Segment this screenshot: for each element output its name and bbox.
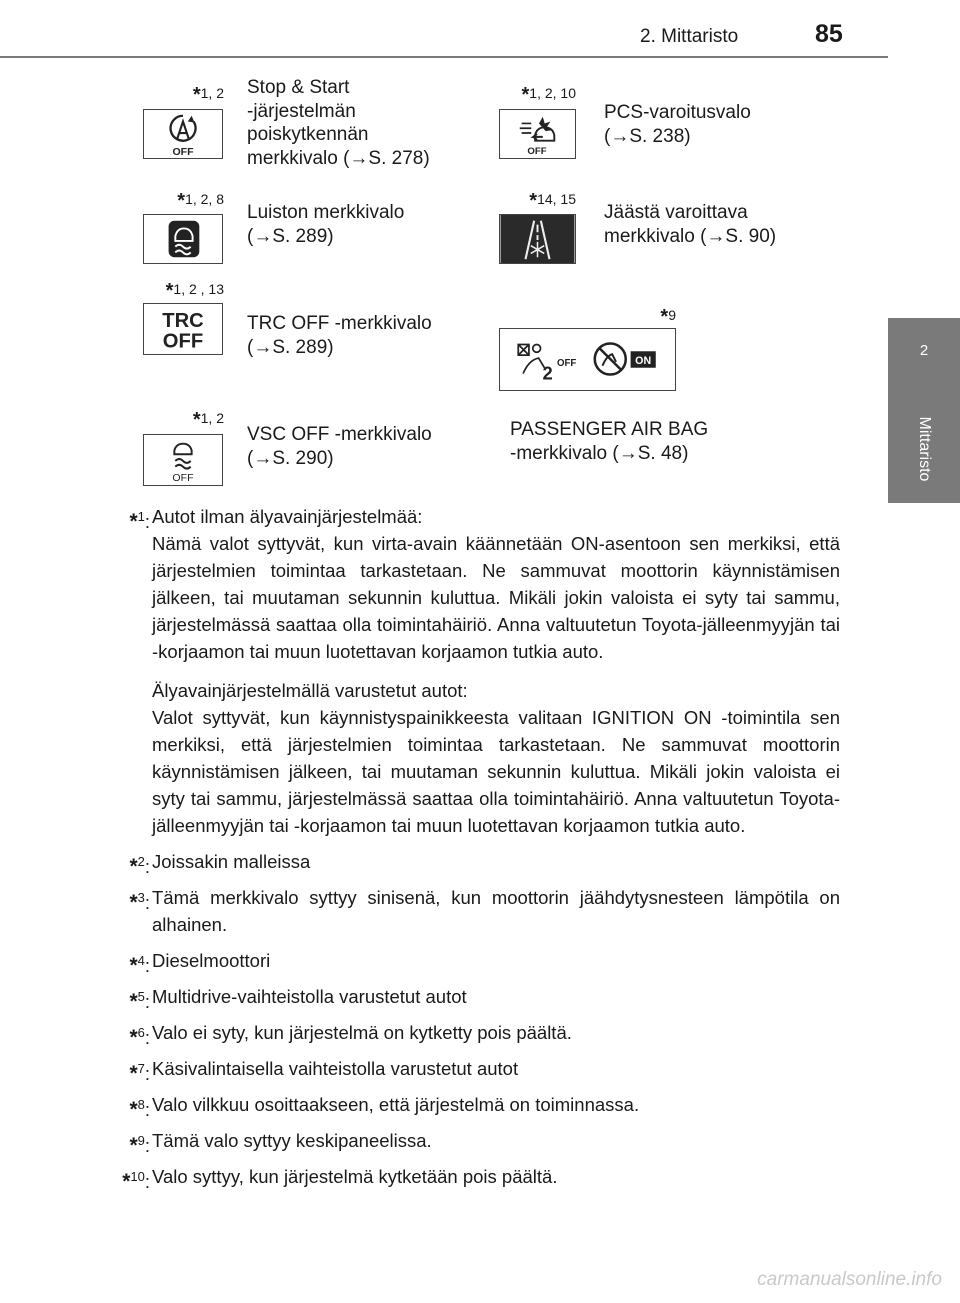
indicator-footnote-ref: *1, 2, 10	[521, 84, 576, 106]
footnote-text: Tämä merkkivalo syttyy sinisenä, kun moottorin jäähdytysnesteen lämpötila on alhainen.	[152, 887, 840, 935]
footnote-key: *$^7$:	[129, 1061, 150, 1085]
pcs-off-indicator	[499, 109, 576, 159]
svg-text:OFF: OFF	[172, 146, 194, 158]
slip-indicator-icon	[144, 215, 222, 263]
chapter-tab-label: Mittaristo	[916, 416, 933, 482]
footnote-4	[100, 947, 840, 977]
footnote-10	[100, 1163, 840, 1193]
footnote-text: Joissakin malleissa	[152, 851, 311, 872]
svg-text:TRC: TRC	[162, 310, 204, 333]
slip-indicator	[143, 214, 223, 264]
indicator-description: PCS-varoitusvalo (→S. 238)	[604, 102, 751, 147]
stop-start-off-icon	[144, 110, 222, 158]
section-title: 2. Mittaristo	[640, 26, 739, 47]
pcs-off-icon	[500, 110, 575, 158]
footnote-key: *$^{10}$:	[122, 1169, 150, 1193]
footnote-text: Multidrive-vaihteistolla varustetut autot	[152, 986, 467, 1007]
footnote-key: *$^5$:	[129, 989, 150, 1013]
vsc-off-indicator	[143, 434, 223, 486]
footnote-3	[100, 884, 840, 938]
svg-text:OFF: OFF	[527, 146, 547, 158]
footnote-key: *$^2$:	[129, 854, 150, 878]
indicator-description: Luiston merkkivalo (→S. 289)	[247, 202, 405, 247]
chapter-tab-number: 2	[919, 342, 929, 359]
indicator-description: PASSENGER AIR BAG -merkkivalo (→S. 48)	[510, 419, 709, 464]
svg-text:OFF: OFF	[162, 330, 204, 353]
footnote-text: Autot ilman älyavainjärjestelmää: Nämä valot syttyvät, kun virta-avain käännetään ON-asentoon sen merkiksi, että järjestelmien toimintaa tarkastetaan. Ne sammuvat moottorin käynnistämisen jälkeen, tai muutaman sekunnin kuluttua. Mikäli jokin valoista ei syty tai sammu, järjestelmässä saattaa olla toimintahäiriö. Anna valtuutetun Toyota-jälleenmyyjän tai -korjaamon tai muun luotettavan korjaamon tutkia auto.	[152, 506, 840, 662]
page-number: 85	[815, 20, 843, 48]
footnotes	[100, 503, 840, 1199]
trc-off-icon	[144, 304, 222, 354]
footnote-text: Tämä valo syttyy keskipaneelissa.	[152, 1130, 432, 1151]
indicator-description: Stop & Start -järjestelmän poiskytkennän merkkivalo (→S. 278)	[247, 77, 430, 169]
ice-warning-icon	[500, 215, 575, 263]
header-rule	[0, 56, 888, 58]
indicator-description: VSC OFF -merkkivalo (→S. 290)	[247, 424, 432, 469]
indicator-footnote-ref: *1, 2 , 13	[165, 280, 224, 302]
ice-warning-indicator	[499, 214, 576, 264]
footnote-text: Käsivalintaisella vaihteistolla varustetut autot	[152, 1058, 519, 1079]
footnote-2	[100, 848, 840, 878]
footnote-key: *$^8$:	[129, 1097, 150, 1121]
svg-text:ON: ON	[635, 354, 652, 367]
footnote-text: Dieselmoottori	[152, 950, 271, 971]
footnote-key: *$^3$:	[129, 890, 150, 914]
stop-start-off-indicator	[143, 109, 223, 159]
indicator-description: TRC OFF -merkkivalo (→S. 289)	[247, 313, 432, 358]
footnote-1	[100, 503, 840, 839]
passenger-airbag-indicator	[499, 328, 676, 391]
watermark: carmanualsonline.info	[757, 1269, 942, 1290]
footnote-text: Älyavainjärjestelmällä varustetut autot: Valot syttyvät, kun käynnistyspainikkeesta valitaan IGNITION ON -toimintila sen merkiksi, että järjestelmien toimintaa tarkastetaan. Ne sammuvat moottorin käynnistämisen jälkeen, tai muutaman sekunnin kuluttua. Mikäli jokin valoista ei syty tai sammu, järjestelmässä saattaa olla toimintahäiriö. Anna valtuutetun Toyota-jälleenmyyjän tai -korjaamon tai muun luotettavan korjaamon tutkia auto.	[152, 680, 840, 836]
indicator-description: Jäästä varoittava merkkivalo (→S. 90)	[604, 202, 777, 247]
indicator-footnote-ref: *1, 2, 8	[177, 190, 224, 212]
footnote-key: *$^9$:	[129, 1133, 150, 1157]
passenger-airbag-icon	[500, 329, 675, 390]
footnote-key: *$^6$:	[129, 1025, 150, 1049]
svg-text:OFF: OFF	[557, 357, 577, 369]
vsc-off-icon	[144, 435, 222, 485]
footnote-text: Valo syttyy, kun järjestelmä kytketään pois päältä.	[152, 1166, 558, 1187]
footnote-key: *$^4$:	[129, 953, 150, 977]
footnote-text: Valo vilkkuu osoittaakseen, että järjestelmä on toiminnassa.	[152, 1094, 640, 1115]
svg-text:2: 2	[542, 362, 553, 384]
footnote-text: Valo ei syty, kun järjestelmä on kytketty pois päältä.	[152, 1022, 572, 1043]
footnote-6	[100, 1019, 840, 1049]
footnote-8	[100, 1091, 840, 1121]
footnote-9	[100, 1127, 840, 1157]
indicator-footnote-ref: *14, 15	[529, 190, 576, 212]
indicator-footnote-ref: *1, 2	[192, 409, 224, 431]
footnote-key: *$^1$:	[129, 509, 150, 533]
svg-text:OFF: OFF	[172, 472, 194, 485]
footnote-7	[100, 1055, 840, 1085]
footnote-5	[100, 983, 840, 1013]
trc-off-indicator	[143, 303, 223, 355]
indicator-footnote-ref: *1, 2	[192, 84, 224, 106]
indicator-footnote-ref: *9	[660, 306, 676, 328]
